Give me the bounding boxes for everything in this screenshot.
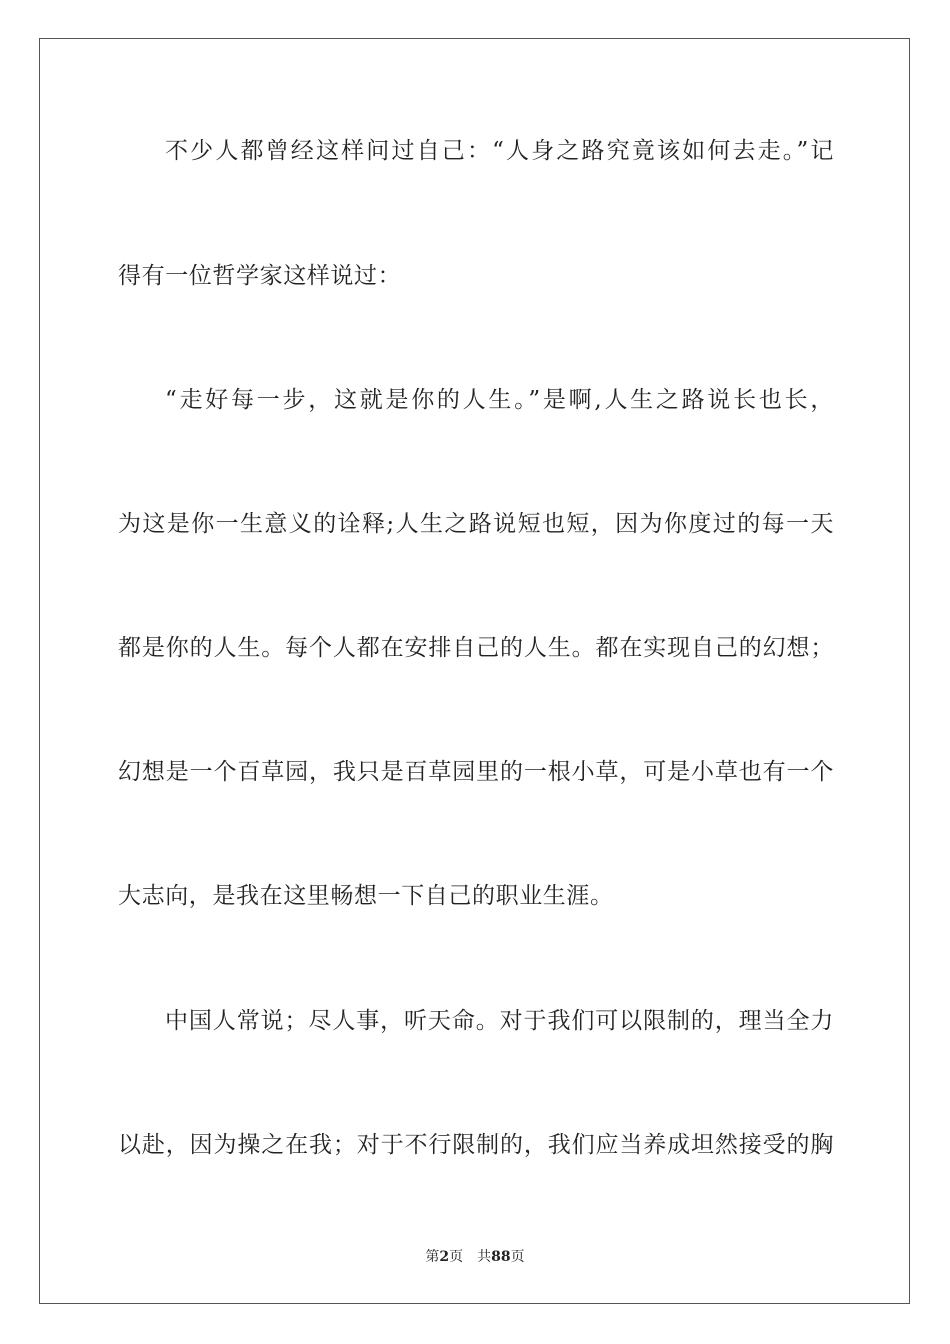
page-footer: [0, 1246, 950, 1266]
total-suffix: 页: [510, 1249, 525, 1265]
paragraph-line-5: 都是你的人生。每个人都在安排自己的人生。都在实现自己的幻想；: [118, 635, 834, 661]
total-pages: 88: [491, 1249, 511, 1265]
page-border: [39, 38, 910, 1304]
total-prefix: 共: [477, 1249, 492, 1265]
paragraph-line-4: 为这是你一生意义的诠释;人生之路说短也短，因为你度过的每一天: [118, 511, 834, 537]
paragraph-line-8: 中国人常说；尽人事，听天命。对于我们可以限制的，理当全力: [165, 1008, 834, 1034]
page-number: 2: [439, 1249, 450, 1265]
paragraph-line-9: 以赴，因为操之在我；对于不行限制的，我们应当养成坦然接受的胸: [118, 1132, 834, 1158]
paragraph-line-2: 得有一位哲学家这样说过：: [118, 263, 402, 289]
paragraph-line-7: 大志向，是我在这里畅想一下自己的职业生涯。: [118, 883, 614, 909]
page-suffix: 页: [449, 1249, 464, 1265]
paragraph-line-6: 幻想是一个百草园，我只是百草园里的一根小草，可是小草也有一个: [118, 759, 834, 785]
page-prefix: 第: [425, 1249, 440, 1265]
paragraph-line-3: “走好每一步，这就是你的人生。”是啊,人生之路说长也长，: [165, 387, 834, 413]
paragraph-line-1: 不少人都曾经这样问过自己：“人身之路究竟该如何去走。”记: [165, 138, 834, 164]
